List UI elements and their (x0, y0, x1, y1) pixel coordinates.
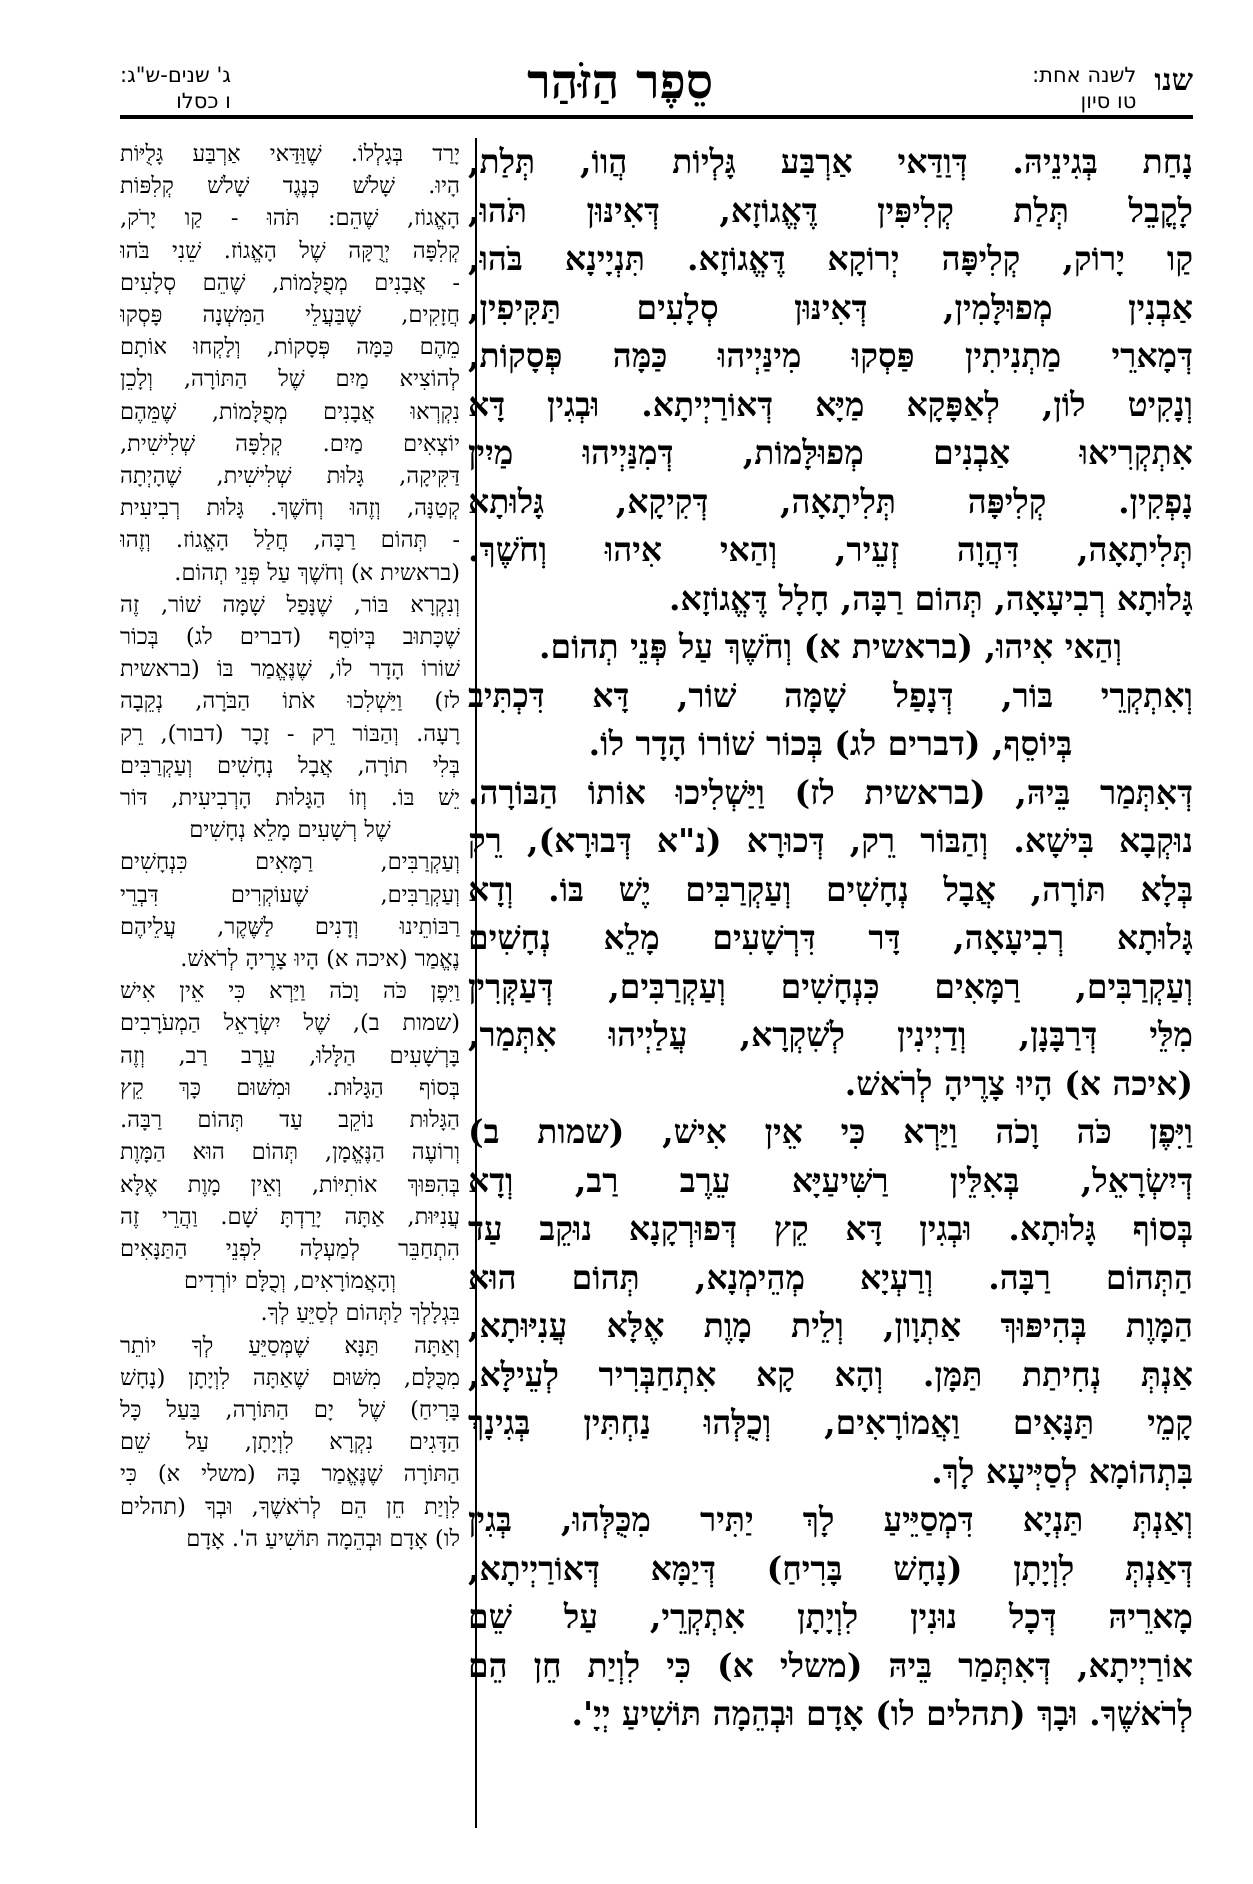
translation-text-line: יוֹצְאִים מַיִם. קְלִפָּה שְׁלִישִׁית, (120, 430, 460, 457)
translation-text-line: מִכֻּלָּם, מִשּׁוּם שֶׁאַתָּה לִוְיָתָן (נָחָשׁ (120, 1364, 460, 1391)
main-text-line: נָחַת בְּגִינֵיהּ. דְּוַדַּאי אַרְבַּע גָּלְיוֹת הֲווֹ, תְּלַת, (468, 142, 1193, 181)
translation-text-line: בְּסוֹף הַגָּלוּת. וּמִשּׁוּם כָּךְ קֵץ (120, 1074, 460, 1101)
main-text-line: לְרֹאשֶׁךָ. וּבָךְ (תהלים לו) אָדָם וּבְהֵמָה תּוֹשִׁיעַ יְיָ'. (571, 1694, 1193, 1733)
main-text-line: דְּמָארֵי מַתְנִיתִין פַּסְקוּ מִינַּיְיהוּ כַּמָּה פְּסָקוֹת, (468, 336, 1193, 375)
translation-text-line: לו) אָדָם וּבְהֵמָה תּוֹשִׁיעַ ה'. אָדָם (186, 1525, 460, 1552)
main-text-line: וְאִתְקְרֵי בּוֹר, דְּנָפַל שָׁמָּה שׁוֹר, דָּא דִּכְתִּיב (468, 675, 1193, 715)
translation-column (120, 138, 460, 1838)
main-text-line: הַמָּוֶת בְּהִיפּוּךְ אַתְוָון, וְלֵית מָוֶת אֶלָּא עֲנִיּוּתָא, (468, 1306, 1193, 1345)
main-text-line: דְּאִתְּמַר בֵּיהּ, (בראשית לז) וַיַּשְׁלִיכוּ אוֹתוֹ הַבּוֹרָה. (468, 772, 1193, 812)
main-text-line: גָּלוּתָא רְבִיעָאָה, תְּהוֹם רַבָּה, חָלָל דֶּאֱגוֹזָא. (668, 578, 1193, 618)
translation-text-line: לִוְיַת חֵן הֵם לְרֹאשֶׁךָ, וּבְךָ (תהלים (120, 1493, 460, 1520)
translation-text-line: נֶאֱמַר (איכה א) הָיוּ צָרֶיהָ לְרֹאשׁ. (180, 946, 460, 973)
translation-text-line: קְטַנָּה, וְזֶהוּ וְחֹשֶׁךְ. גָּלוּת רְבִיעִית (120, 495, 460, 522)
header-right (1032, 62, 1193, 114)
translation-text-line: בְּלִי תוֹרָה, אֲבָל נְחָשִׁים וְעַקְרַבִּים (120, 752, 460, 779)
translation-text-line: קְלִפָּה יְרֻקָּה שֶׁל הָאֱגוֹז. שֵׁנִי בֹּהוּ (120, 237, 460, 264)
main-text-line: בְּלָא תּוֹרָה, אֲבָל נְחָשִׁים וְעַקְרַבִּים יֶשׁ בּוֹ. וְדָא (468, 869, 1193, 909)
translation-text-line: וְנִקְרָא בּוֹר, שֶׁנָּפַל שָׁמָּה שׁוֹר, זֶה (120, 591, 460, 618)
reference-range: ג' שנים-ש"ג: (120, 63, 231, 87)
main-text-line: אַנְתְּ נְחִיתַת תַּמָּן. וְהָא קָא אִתְחַבְּרִיר לְעֵילָּא, (468, 1354, 1193, 1394)
main-text-line: גָּלוּתָא רְבִיעָאָה, דָּר דִּרְשָׁעִים מָלֵא נְחָשִׁים (468, 918, 1193, 957)
translation-text-line: בְּהִפּוּךְ אוֹתִיּוֹת, וְאֵין מָוֶת אֶלָּא (120, 1171, 460, 1198)
translation-text-line: בָּרְשָׁעִים הַלָּלוּ, עֵרֶב רַב, וְזֶה (120, 1042, 460, 1069)
translation-text-line: לז) וַיַּשְׁלִכוּ אֹתוֹ הַבֹּרָה, נְקֵבָה (120, 688, 460, 715)
header-divider (120, 115, 1193, 119)
translation-text-line: יָרַד בְּגָלְלוֹ. שֶׁוַּדַּאי אַרְבַּע גָּלֻיּוֹת (120, 141, 460, 167)
translation-text-line: הַתּוֹרָה שֶׁנֶּאֱמַר בָּהּ (משלי א) כִּי (120, 1461, 460, 1488)
main-text-line: וְעַקְרַבִּים, רַמָּאִים כִּנְחָשִׁים וְעַקְרַבִּים, דְּעַקְּרִין (468, 966, 1193, 1006)
translation-text-line: בִּגְלָלְךָ לַתְּהוֹם לְסַיֵּעַ לְךָ. (260, 1300, 460, 1327)
main-text-line: וְנָקִיט לוֹן, לְאַפָּקָא מַיָּא דְּאוֹרַיְיתָא. וּבְגִין דָּא (468, 384, 1193, 424)
translation-text-line: דַּקִּיקָה, גָּלוּת שְׁלִישִׁית, שֶׁהָיְתָה (120, 463, 460, 490)
translation-text-line: הַדָּגִים נִקְרָא לִוְיָתָן, עַל שֵׁם (120, 1429, 460, 1456)
main-text-line: תְּלִיתָאָה, דִּהֲוָה זְעֵיר, וְהַאי אִיהוּ וְחֹשֶׁךְ. (468, 530, 1193, 569)
translation-text-line: וְעַקְרַבִּים, רַמָּאִים כִּנְחָשִׁים (120, 849, 460, 876)
main-text-line: וְהַאי אִיהוּ, (בראשית א) וְחֹשֶׁךְ עַל פְּנֵי תְהוֹם. (539, 627, 1122, 666)
translation-text-line: וְרוֹעֶה הַנֶּאֱמָן, תְּהוֹם הוּא הַמָּוֶת (120, 1139, 460, 1166)
main-text-line: אַבְנִין מְפוּלָּמִין, דְּאִינּוּן סְלָעִים תַּקִּיפִין, (468, 287, 1193, 327)
translation-text-line: חֲזָקִים, שֶׁבַּעֲלֵי הַמִּשְׁנָה פָּסְקוּ (120, 302, 460, 329)
main-text-line: מָארֵיהּ דְּכָל נוּנִין לִוְיָתָן אִתְקְרֵי, עַל שֵׁם (468, 1597, 1193, 1636)
main-text-line: בְּיוֹסֵף, (דברים לג) בְּכוֹר שׁוֹרוֹ הָדָר לוֹ. (588, 724, 1073, 763)
main-text-line: נָפְקִין. קְלִיפָּה תְּלִיתָאָה, דְּקִיקָא, גָּלוּתָא (468, 481, 1193, 521)
main-text-line: לָקֳבֵל תְּלַת קְלִיפִּין דֶּאֱגוֹזָא, דְּאִינּוּן תֹּהוּ, (468, 190, 1193, 230)
schedule-label: לשנה אחת: (1032, 63, 1137, 87)
main-text-line: קַו יָרוֹק, קְלִיפָּה יְרוֹקָא דֶּאֱגוֹזָא. תִּנְיָינָא בֹּהוּ, (468, 239, 1193, 278)
column-divider (475, 138, 477, 1828)
main-text-line: הַתְּהוֹם רַבָּה. וְרַעְיָא מְהֵימְנָא, תְּהוֹם הוּא (468, 1257, 1193, 1297)
translation-text-line: הָיוּ. שָׁלֹשׁ כְּנֶגֶד שָׁלֹשׁ קְלִפּוֹת (120, 173, 460, 200)
translation-text-line: וְאַתָּה תַּנָּא שֶׁמְּסַיֵּעַ לְךָ יוֹתֵר (120, 1332, 460, 1359)
schedule-info (1032, 62, 1136, 114)
translation-text-line: לְהוֹצִיא מַיִם שֶׁל הַתּוֹרָה, וְלָכֵן (120, 366, 460, 393)
translation-text-line: שֶׁכָּתוּב בְּיוֹסֵף (דברים לג) בְּכוֹר (120, 624, 460, 651)
main-text-line: דְּיִשְׂרָאֵל, בְּאִלֵּין רַשִּׁיעַיָּא עֵרֶב רַב, וְדָא (468, 1160, 1193, 1200)
translation-text-line: בָּרִיחַ) שֶׁל יָם הַתּוֹרָה, בַּעַל כָּל (120, 1396, 460, 1423)
translation-text-line: שֶׁל רְשָׁעִים מָלֵא נְחָשִׁים (189, 817, 391, 844)
translation-text-line: הִתְחַבֵּר לְמַעְלָה לִפְנֵי הַתַּנָּאִים (120, 1235, 460, 1262)
translation-text-line: וַיִּפֶן כֹּה וָכֹה וַיַּרְא כִּי אֵין אִישׁ (120, 978, 460, 1005)
translation-text-line: יֵשׁ בּוֹ. וְזוֹ הַגָּלוּת הָרְבִיעִית, דּוֹר (120, 785, 460, 812)
main-text-line: בְּסוֹף גָּלוּתָא. וּבְגִין דָּא קֵץ דְּפוּרְקָנָא נוּקֵב עַד (468, 1209, 1193, 1248)
main-text-line: וְאַנְתְּ תַּנְיָא דִּמְסַיֵּיעַ לָךְ יַתִּיר מִכֻּלְּהוּ, בְּגִין (468, 1500, 1193, 1539)
main-text-line: בִּתְהוֹמָא לְסַיְּיעָא לָךְ. (931, 1451, 1193, 1491)
schedule-date: טו סיון (1080, 89, 1137, 113)
main-text-line: מִלֵּי דְּרַבָּנָן, וְדַיְינִין לְשִׁקְרָא, עֲלַיְיהוּ אִתְּמַר, (468, 1015, 1193, 1054)
translation-text-line: רַבּוֹתֵינוּ וְדָנִים לַשֶּׁקֶר, עֲלֵיהֶם (120, 913, 460, 940)
translation-text-line: נִקְרְאוּ אֲבָנִים מְפֻלָּמוֹת, שֶׁמֵּהֶם (120, 398, 460, 425)
main-text-line: אוֹרַיְיתָא, דְּאִתְּמַר בֵּיהּ (משלי א) כִּי לִוְיַת חֵן הֵם (468, 1645, 1193, 1685)
translation-text-line: עֲנִיּוּת, אַתָּה יָרַדְתָּ שָׁם. וַהֲרֵי זֶה (120, 1203, 460, 1230)
translation-text-line: רָעָה. וְהַבּוֹר רֵק - זָכָר (דבור), רֵק (120, 720, 460, 747)
translation-text-line: וְעַקְרַבִּים, שֶׁעוֹקְרִים דִּבְרֵי (120, 881, 460, 908)
main-text-line: קָמֵי תַּנָּאִים וַאֲמוֹרָאִים, וְכֻלְּהוּ נַחְתִּין בְּגִינָךְ (468, 1403, 1193, 1442)
translation-text-line: וְהָאֲמוֹרָאִים, וְכֻלָּם יוֹרְדִים (183, 1268, 397, 1295)
main-text-line: דְּאַנְתְּ לִוְיָתָן (נָחָשׁ בָּרִיחַ) דְּיַמָּא דְּאוֹרַיְיתָא, (468, 1548, 1193, 1588)
translation-text-line: שׁוֹרוֹ הָדָר לוֹ, שֶׁנֶּאֱמַר בּוֹ (בראשית (120, 656, 460, 683)
translation-text-line: מֵהֶם כַּמָּה פְּסָקוֹת, וְלָקְחוּ אוֹתָם (120, 334, 460, 361)
translation-text-line: (בראשית א) וְחֹשֶׁךְ עַל פְּנֵי תְהוֹם. (174, 559, 460, 586)
header-left (120, 62, 231, 114)
main-text-line: (איכה א) הָיוּ צָרֶיהָ לְרֹאשׁ. (844, 1063, 1193, 1103)
main-text-line: אִתְקְרִיאוּ אַבְנִים מְפוּלָּמוֹת, דְּמִנַּיְיהוּ מַיִין (468, 433, 1193, 472)
section-word: שנו (1154, 63, 1193, 98)
main-text-line: וַיִּפֶן כֹּה וָכֹה וַיַּרְא כִּי אֵין אִישׁ, (שמות ב) (468, 1112, 1193, 1151)
translation-text-line: - אֲבָנִים מְפֻלָּמוֹת, שֶׁהֵם סְלָעִים (120, 269, 460, 296)
main-text-column (468, 138, 1193, 1838)
translation-text-line: - תְּהוֹם רַבָּה, חֲלַל הָאֱגוֹז. וְזֶהוּ (120, 527, 460, 554)
book-title: סֵפֶר הַזֹּהַר (527, 54, 713, 110)
translation-text-line: הָאֱגוֹז, שֶׁהֵם: תֹּהוּ - קַו יָרֹק, (120, 205, 460, 232)
main-text-line: נוּקְבָא בִּישָׁא. וְהַבּוֹר רֵק, דְּכוּרָא (נ"א דְּבוּרָא), רֵק (468, 821, 1193, 860)
reference-date: ו כסלו (176, 89, 231, 113)
translation-text-line: הַגָּלוּת נוֹקֵב עַד תְּהוֹם רַבָּה. (120, 1107, 460, 1134)
translation-text-line: (שמות ב), שֶׁל יִשְׂרָאֵל הַמְעֹרָבִים (120, 1010, 460, 1037)
